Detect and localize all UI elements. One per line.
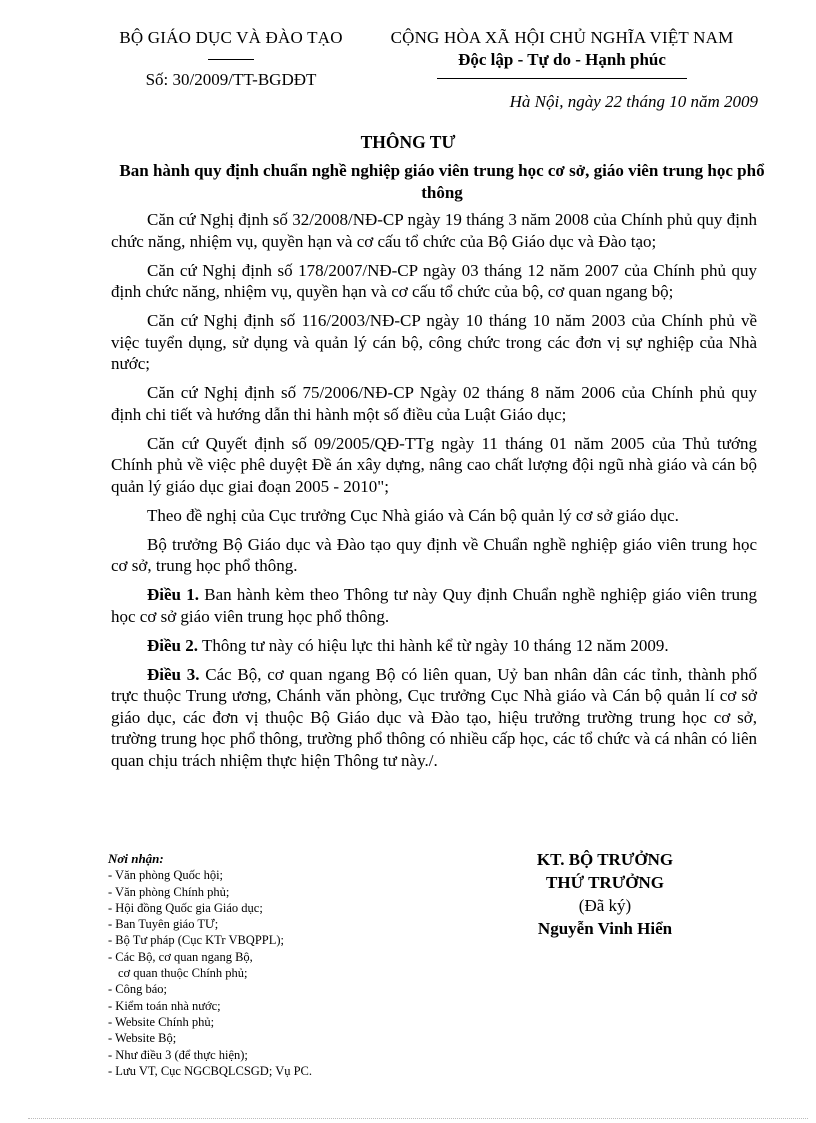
signer-authority: KT. BỘ TRƯỞNG [536, 850, 674, 869]
article-label: Điều 1. [147, 585, 200, 604]
page-footer-divider [28, 1118, 808, 1119]
recipient-item: - Website Chính phủ; [108, 1014, 215, 1029]
document-title: THÔNG TƯ [360, 132, 456, 152]
recipients-heading: Nơi nhận: [108, 851, 164, 866]
article-label: Điều 3. [147, 664, 200, 684]
recipient-item: cơ quan thuộc Chính phủ; [118, 966, 248, 981]
recipient-item: - Lưu VT, Cục NGCBQLCSGD; Vụ PC. [108, 1063, 313, 1078]
article-text: Các Bộ, cơ quan ngang Bộ có liên quan, Uỷ ban nhân dân các tỉnh, thành phố trực thuộc Trung ương, Chánh văn phòng, Cục trưởng Cục Nhà giáo và Cán bộ quản lí cơ sở giáo dục, các đơn vị thuộc Bộ Giáo dục và Đào tạo, hiệu trưởng trường trung học cơ sở, trường trung học phổ thông, trường phổ thông có nhiều cấp học, các tổ chức và cá nhân có liên quan chịu trách nhiệm thực hiện Thông tư này./. [111, 664, 757, 770]
recipient-item: - Hội đồng Quốc gia Giáo dục; [108, 900, 263, 915]
recipient-item: - Văn phòng Quốc hội; [108, 868, 224, 883]
recipients-list [108, 851, 408, 1079]
preamble-paragraph: Căn cứ Quyết định số 09/2005/QĐ-TTg ngày 11 tháng 01 năm 2005 của Thủ tướng Chính phủ về việc phê duyệt Đề án xây dựng, nâng cao chất lượng đội ngũ nhà giáo và cán bộ quản lý giáo dục giai đoạn 2005 - 2010"; [111, 433, 757, 496]
preamble-paragraph: Căn cứ Nghị định số 75/2006/NĐ-CP Ngày 02 tháng 8 năm 2006 của Chính phủ quy định chi tiết và hướng dẫn thi hành một số điều của Luật Giáo dục; [111, 383, 757, 424]
ministry-divider [208, 59, 254, 60]
article-1 [111, 584, 757, 627]
preamble-paragraph: Bộ trưởng Bộ Giáo dục và Đào tạo quy định về Chuẩn nghề nghiệp giáo viên trung học cơ sở, trung học phổ thông. [111, 534, 757, 575]
document-number: Số: 30/2009/TT-BGDĐT [145, 70, 317, 89]
recipient-item: - Website Bộ; [108, 1031, 177, 1046]
article-text: Ban hành kèm theo Thông tư này Quy định Chuẩn nghề nghiệp giáo viên trung học cơ sở giáo viên trung học phổ thông. [111, 585, 757, 626]
national-header [368, 28, 756, 79]
preamble-paragraph: Căn cứ Nghị định số 32/2008/NĐ-CP ngày 19 tháng 3 năm 2008 của Chính phủ quy định chức năng, nhiệm vụ, quyền hạn và cơ cấu tổ chức của Bộ Giáo dục và Đào tạo; [111, 210, 757, 251]
country-name: CỘNG HÒA XÃ HỘI CHỦ NGHĨA VIỆT NAM [390, 28, 734, 47]
recipient-item: - Công báo; [108, 982, 168, 997]
recipient-item: - Văn phòng Chính phủ; [108, 884, 230, 899]
signed-note: (Đã ký) [578, 896, 632, 915]
recipient-item: - Các Bộ, cơ quan ngang Bộ, [108, 949, 253, 964]
recipient-item: - Như điều 3 (để thực hiện); [108, 1047, 248, 1062]
motto-divider [437, 78, 687, 79]
article-2 [111, 635, 757, 657]
recipient-item: - Bộ Tư pháp (Cục KTr VBQPPL); [108, 933, 285, 948]
article-text: Thông tư này có hiệu lực thi hành kể từ ngày 10 tháng 12 năm 2009. [198, 635, 669, 655]
signer-name: Nguyễn Vinh Hiển [537, 919, 673, 938]
ministry-name: BỘ GIÁO DỤC VÀ ĐÀO TẠO [119, 28, 343, 47]
preamble-paragraph: Căn cứ Nghị định số 178/2007/NĐ-CP ngày 03 tháng 12 năm 2007 của Chính phủ quy định chức năng, nhiệm vụ, quyền hạn và cơ cấu tổ chức của bộ, cơ quan ngang bộ; [111, 260, 757, 301]
article-label: Điều 2. [147, 635, 198, 655]
recipient-item: - Ban Tuyên giáo TƯ; [108, 917, 219, 932]
recipient-item: - Kiểm toán nhà nước; [108, 998, 221, 1013]
document-body [111, 209, 757, 779]
ministry-header [100, 28, 362, 90]
article-3 [111, 664, 757, 772]
issue-date: Hà Nội, ngày 22 tháng 10 năm 2009 [509, 92, 758, 111]
signature-block [490, 848, 720, 940]
preamble-paragraph: Căn cứ Nghị định số 116/2003/NĐ-CP ngày 10 tháng 10 năm 2003 của Chính phủ về việc tuyển dụng, sử dụng và quản lý cán bộ, công chức trong các đơn vị sự nghiệp của Nhà nước; [111, 311, 757, 373]
national-motto: Độc lập - Tự do - Hạnh phúc [458, 50, 666, 69]
document-subtitle: Ban hành quy định chuẩn nghề nghiệp giáo viên trung học cơ sở, giáo viên trung học phổ thông [119, 161, 765, 202]
signer-title: THỨ TRƯỞNG [546, 873, 664, 892]
preamble-paragraph: Theo đề nghị của Cục trưởng Cục Nhà giáo và Cán bộ quản lý cơ sở giáo dục. [147, 505, 679, 525]
